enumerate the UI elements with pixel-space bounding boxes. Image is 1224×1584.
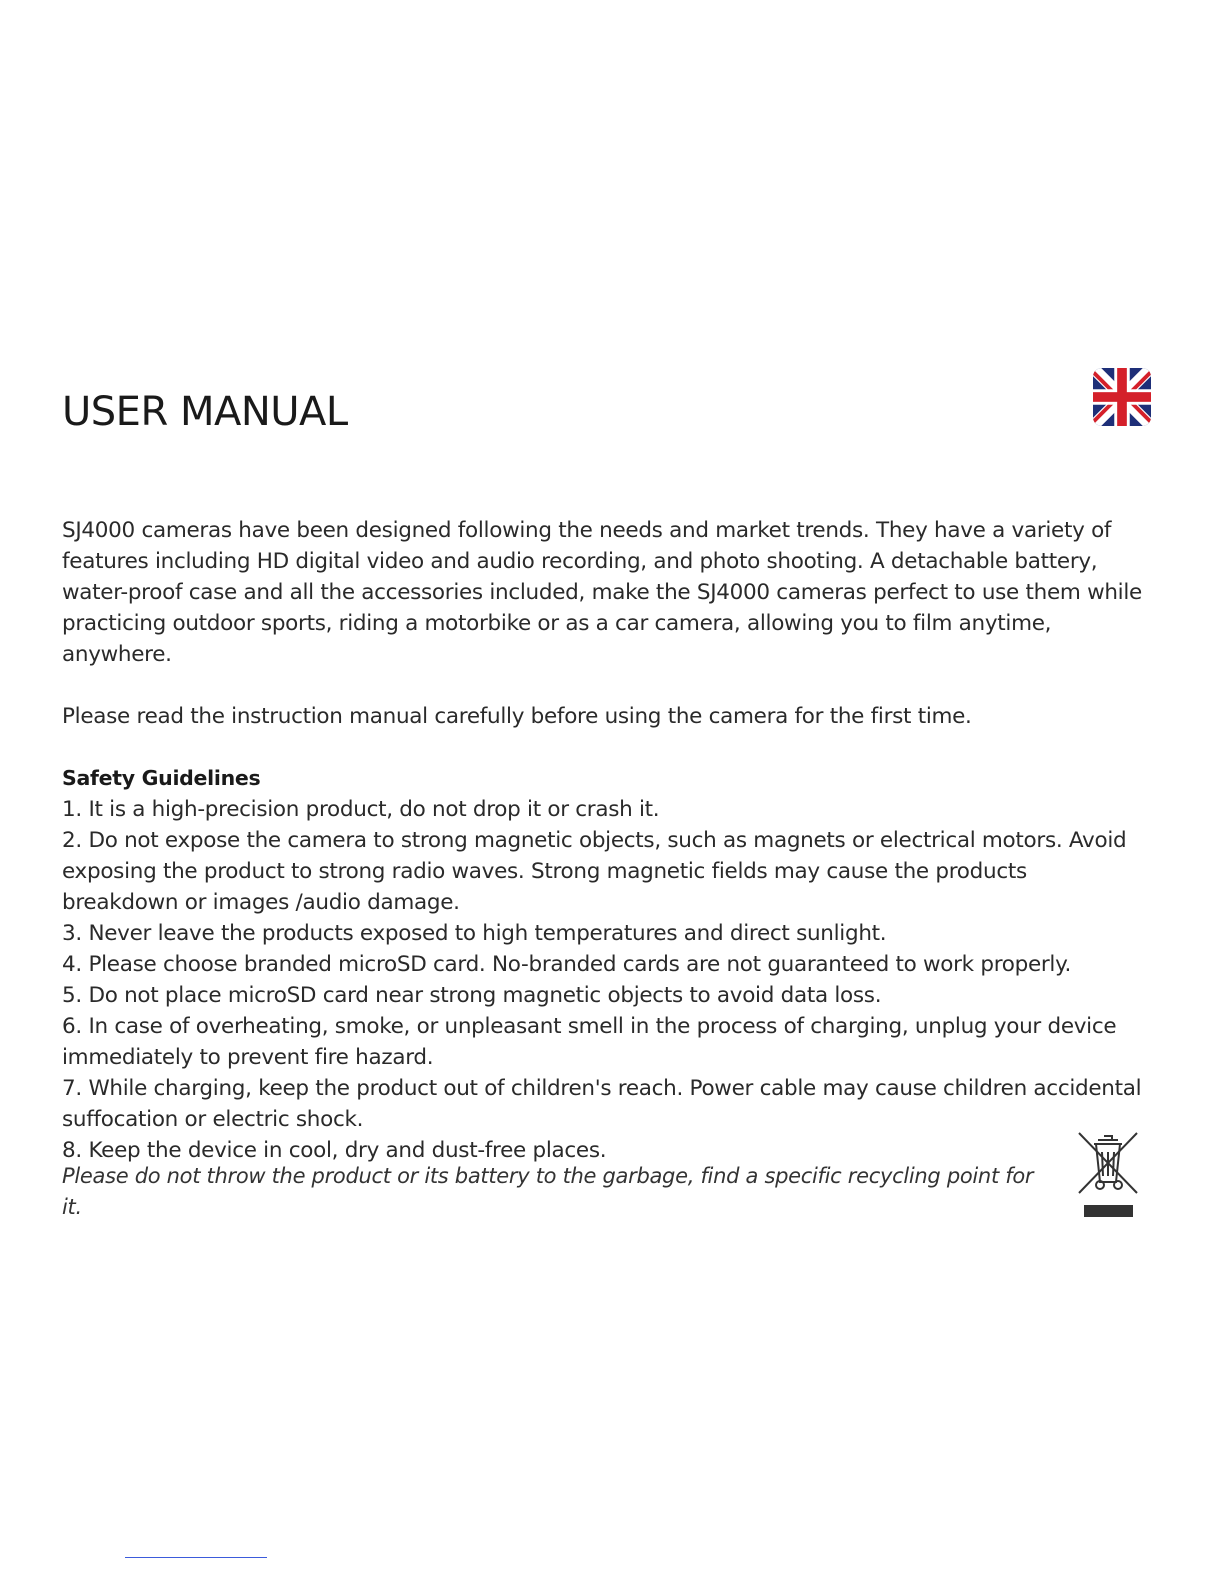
recycling-note: Please do not throw the product or its battery to the garbage, find a specific recycling point for it. (62, 1164, 1034, 1219)
read-manual-note: Please read the instruction manual carefully before using the camera for the first time. (62, 704, 972, 729)
safety-item: 5. Do not place microSD card near strong magnetic objects to avoid data loss. (62, 983, 882, 1008)
footer-divider (125, 1557, 267, 1558)
safety-item: 8. Keep the device in cool, dry and dust-free places. (62, 1138, 607, 1163)
safety-item: 2. Do not expose the camera to strong magnetic objects, such as magnets or electrical motors. Avoid exposing the product to strong radio waves. Strong magnetic fields may cause the products breakdown or images /audio damage. (62, 828, 1127, 915)
safety-item: 4. Please choose branded microSD card. No-branded cards are not guaranteed to work properly. (62, 952, 1071, 977)
manual-body (62, 515, 1148, 1166)
safety-item: 6. In case of overheating, smoke, or unpleasant smell in the process of charging, unplug your device immediately to prevent fire hazard. (62, 1014, 1117, 1070)
safety-item: 1. It is a high-precision product, do not drop it or crash it. (62, 797, 660, 822)
safety-item: 3. Never leave the products exposed to high temperatures and direct sunlight. (62, 921, 887, 946)
uk-flag-icon (1093, 368, 1151, 426)
page-title: USER MANUAL (62, 389, 348, 435)
crossed-out-bin-icon (1076, 1130, 1140, 1220)
safety-heading: Safety Guidelines (62, 766, 261, 790)
safety-item: 7. While charging, keep the product out of children's reach. Power cable may cause children accidental suffocation or electric shock. (62, 1076, 1142, 1132)
intro-paragraph: SJ4000 cameras have been designed following the needs and market trends. They have a variety of features including HD digital video and audio recording, and photo shooting. A detachable battery, water-proof case and all the accessories included, make the SJ4000 cameras perfect to use them while practicing outdoor sports, riding a motorbike or as a car camera, allowing you to film anytime, anywhere. (62, 518, 1142, 667)
